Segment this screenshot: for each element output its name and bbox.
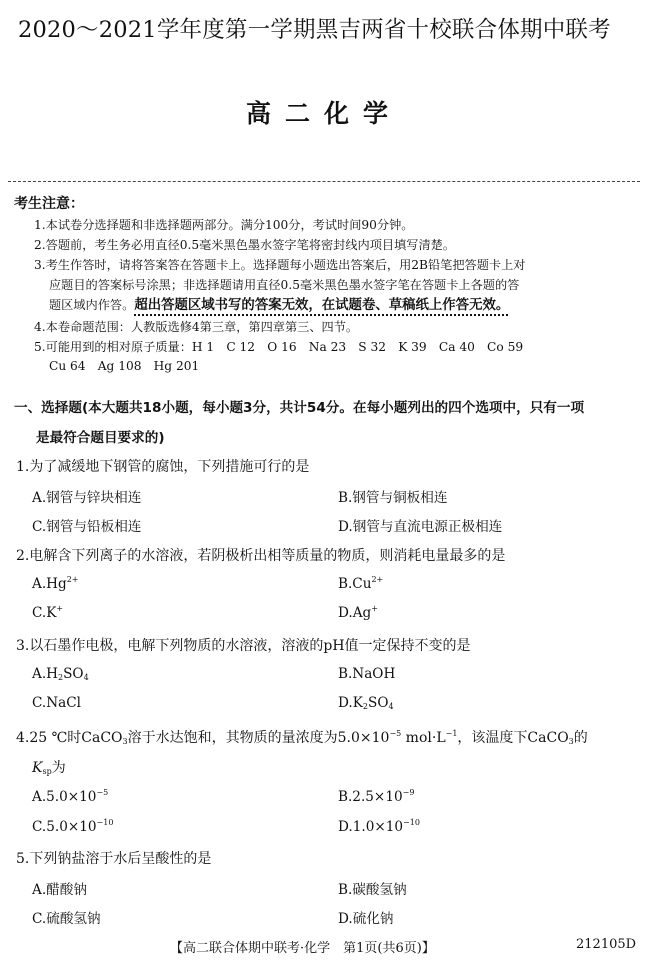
notice-item-1: 1.本试卷分选择题和非选择题两部分。满分100分，考试时间90分钟。: [34, 218, 414, 232]
notice-item-3-line-2: 应题目的答案标号涂黑；非选择题请用直径0.5毫米黑色墨水签字笔在答题卡上各题的答: [49, 278, 520, 292]
question-4-option-b: $B.2.5\times 10^{-9}$: [338, 788, 415, 805]
question-2-option-c: C.K+: [32, 604, 64, 621]
question-4-option-d: $D.1.0\times 10^{-10}$: [338, 818, 420, 835]
paper-code: 212105D: [576, 937, 637, 952]
exam-title: 2020～2021学年度第一学期黑吉两省十校联合体期中联考: [18, 17, 611, 43]
question-3-option-a: $A.H_2SO_4$: [32, 666, 89, 682]
page-footer: 【高二联合体期中联考·化学 第1页(共6页)】: [170, 941, 435, 956]
question-2-option-d: D.Ag+: [338, 604, 378, 621]
notice-heading: 考生注意：: [14, 196, 84, 212]
notice-item-3-line-3: [49, 294, 509, 313]
question-2-option-a: $A.Hg^{2+}$: [32, 575, 79, 592]
divider-line: [8, 181, 640, 182]
question-4-stem: 4.25 ℃时CaCO$_3$溶于水达饱和，其物质的量浓度为$5.0\times 10^{-5}$ $mol\cdot L^{-1}$，该温度下CaCO$_3$的: [16, 729, 588, 746]
notice-item-3-line-1: 3.考生作答时，请将答案答在答题卡上。选择题每小题选出答案后，用2B铅笔把答题卡上对: [34, 258, 526, 272]
notice-item-2: 2.答题前，考生务必用直径0.5毫米黑色墨水签字笔将密封线内项目填写清楚。: [34, 238, 456, 252]
question-3-option-d: $D.K_2SO_4$: [338, 695, 394, 711]
question-4-option-c: $C.5.0\times 10^{-10}$: [32, 818, 114, 835]
question-1-option-c: C.钢管与铅板相连: [32, 519, 142, 535]
notice-item-5-line-2: Cu 64 Ag 108 Hg 201: [49, 359, 200, 373]
notice-emphasis: 超出答题区域书写的答案无效，在试题卷、草稿纸上作答无效。: [134, 298, 510, 313]
question-2-option-b: $B.Cu^{2+}$: [338, 575, 384, 592]
section-heading-line-1: 一、选择题(本大题共18小题，每小题3分，共计54分。在每小题列出的四个选项中，只有一项: [14, 400, 585, 416]
question-1-option-d: D.钢管与直流电源正极相连: [338, 519, 503, 535]
question-1-option-a: A.钢管与锌块相连: [32, 490, 142, 506]
question-5-option-d: D.硫化钠: [338, 911, 394, 927]
question-5-stem: 5.下列钠盐溶于水后呈酸性的是: [16, 851, 212, 867]
question-2-stem: 2.电解含下列离子的水溶液，若阴极析出相等质量的物质，则消耗电量最多的是: [16, 548, 506, 564]
question-3-stem: 3.以石墨作电极，电解下列物质的水溶液，溶液的pH值一定保持不变的是: [16, 638, 471, 654]
question-3-option-b: B.NaOH: [338, 666, 396, 682]
question-4-option-a: $A.5.0\times 10^{-5}$: [32, 788, 109, 805]
notice-item-3-prefix: 题区域内作答。: [49, 298, 135, 312]
question-5-option-a: A.醋酸钠: [32, 882, 87, 898]
section-heading-line-2: 是最符合题目要求的): [36, 430, 165, 446]
question-4-stem-line-2: $K_{sp}$为: [32, 760, 66, 776]
question-5-option-b: B.碳酸氢钠: [338, 882, 407, 898]
question-5-option-c: C.硫酸氢钠: [32, 911, 101, 927]
question-1-option-b: B.钢管与铜板相连: [338, 490, 448, 506]
notice-item-5-line-1: 5.可能用到的相对原子质量：H 1 C 12 O 16 Na 23 S 32 K 39 Ca 40 Co 59: [34, 340, 524, 354]
subject-title: 高二化学: [245, 99, 402, 128]
notice-item-4: 4.本卷命题范围：人教版选修4第三章，第四章第三、四节。: [34, 320, 359, 334]
question-1-stem: 1.为了减缓地下钢管的腐蚀，下列措施可行的是: [16, 459, 310, 475]
question-3-option-c: C.NaCl: [32, 695, 81, 711]
